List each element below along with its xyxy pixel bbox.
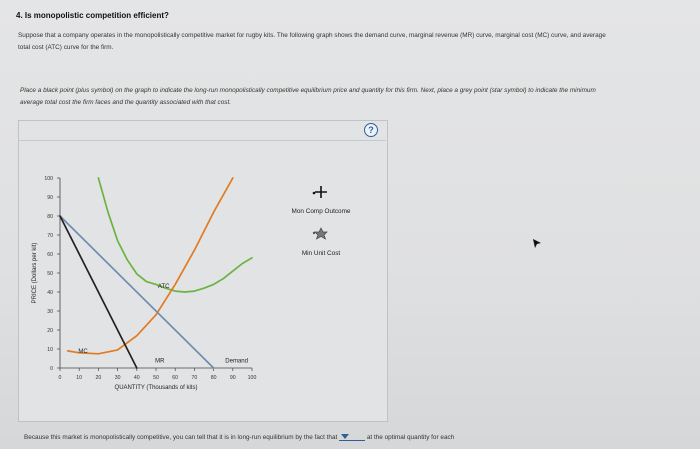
curve-atc bbox=[98, 178, 252, 292]
y-tick-label: 80 bbox=[47, 214, 53, 220]
footer-sentence bbox=[24, 433, 454, 441]
y-axis-label: PRICE (Dollars per kit) bbox=[32, 242, 38, 304]
y-tick-label: 100 bbox=[44, 176, 53, 182]
plus-icon bbox=[315, 186, 327, 198]
help-button[interactable]: ? bbox=[364, 123, 378, 137]
x-tick-label: 80 bbox=[210, 375, 217, 381]
plus-dot bbox=[313, 192, 316, 195]
curve-mr bbox=[60, 216, 137, 368]
footer-dropdown[interactable] bbox=[339, 433, 365, 441]
x-axis-label: QUANTITY (Thousands of kits) bbox=[114, 385, 198, 391]
legend-plus-tool[interactable] bbox=[292, 186, 351, 215]
question-intro: Suppose that a company operates in the monopolistically competitive market for rugby kits. The following graph shows the demand curve, marginal revenue (MR) curve, marginal cost (MC) curve, and average total cost (ATC) curve for the firm. bbox=[18, 32, 606, 51]
y-tick-label: 10 bbox=[47, 347, 53, 353]
legend-label-mon-comp: Mon Comp Outcome bbox=[291, 208, 351, 215]
y-tick-label: 50 bbox=[47, 271, 53, 277]
y-tick-label: 20 bbox=[47, 328, 53, 334]
question-title: 4. Is monopolistic competition efficient? bbox=[16, 11, 169, 20]
curve-label-atc: ATC bbox=[157, 284, 170, 291]
y-tick-label: 90 bbox=[47, 195, 53, 201]
curve-label-mr: MR bbox=[155, 358, 165, 365]
star-icon bbox=[315, 228, 327, 239]
y-tick-label: 0 bbox=[50, 366, 53, 372]
y-tick-label: 70 bbox=[47, 233, 53, 239]
y-tick-label: 40 bbox=[47, 290, 53, 296]
x-tick-label: 70 bbox=[191, 375, 198, 381]
y-tick-label: 30 bbox=[47, 309, 53, 315]
x-tick-label: 100 bbox=[247, 375, 257, 381]
footer-text-before: Because this market is monopolistically competitive, you can tell that it is in long-run equilibrium by the fact that bbox=[24, 434, 338, 441]
curve-label-mc: MC bbox=[78, 348, 88, 355]
x-tick-label: 0 bbox=[58, 375, 62, 381]
curve-label-demand: Demand bbox=[225, 358, 248, 365]
question-instruction: Place a black point (plus symbol) on the graph to indicate the long-run monopolistically competitive equilibrium price and quantity for this firm. Next, place a grey point (star symbol) to indicate the minimum average total cost the firm faces and the quantity associated with that cost. bbox=[20, 87, 596, 106]
x-tick-label: 90 bbox=[229, 375, 236, 381]
x-tick-label: 10 bbox=[76, 375, 83, 381]
curve-mc bbox=[68, 178, 233, 354]
chart-axes bbox=[32, 176, 256, 391]
chart-curves bbox=[60, 178, 252, 368]
x-tick-label: 40 bbox=[133, 375, 140, 381]
chevron-down-icon[interactable] bbox=[341, 434, 349, 439]
x-tick-label: 50 bbox=[153, 375, 159, 381]
x-tick-label: 20 bbox=[95, 375, 102, 381]
x-tick-label: 60 bbox=[172, 375, 179, 381]
footer-text-after: at the optimal quantity for each bbox=[366, 434, 455, 441]
legend-star-tool[interactable] bbox=[302, 228, 341, 257]
legend-label-min-cost: Min Unit Cost bbox=[301, 250, 341, 257]
cursor-icon bbox=[531, 237, 543, 251]
x-tick-label: 30 bbox=[114, 375, 121, 381]
y-tick-label: 60 bbox=[47, 252, 53, 258]
